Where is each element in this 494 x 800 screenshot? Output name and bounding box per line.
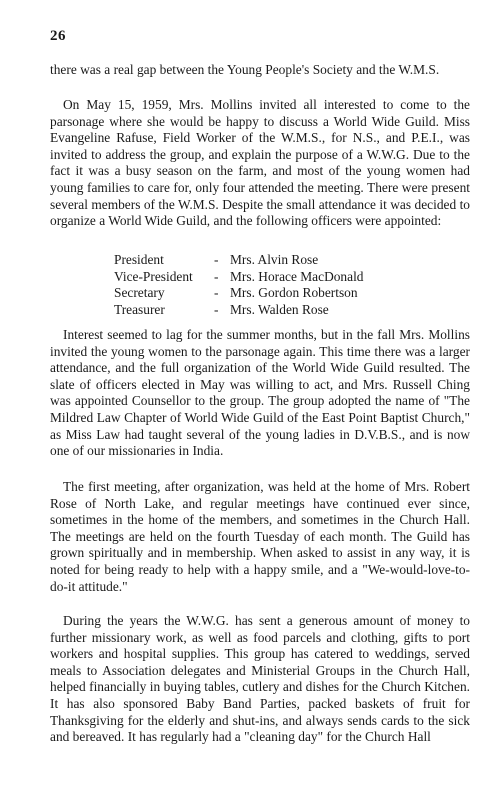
paragraph-activities [50, 613, 470, 746]
officer-name: Mrs. Alvin Rose [230, 252, 319, 267]
paragraph-text: During the years the W.W.G. has sent a generous amount of money to further missionary work, as well as food parcels and clothing, gifts to port workers and hospital supplies. This group has catered to weddings, served meals to Association delegates and Ministerial Groups in the Church Hall, helped financially in buying tables, cutlery and dishes for the Church Kitchen. It has also sponsored Baby Band Parties, packed baskets of fruit for Thanksgiving for the elderly and shut-ins, and always sends cards to the sick and bereaved. It has regularly had a "cleaning day" for the Church Hall [50, 613, 470, 745]
paragraph-guild-founding [50, 97, 470, 230]
paragraph-text: On May 15, 1959, Mrs. Mollins invited all interested to come to the parsonage where she would be happy to discuss a World Wide Guild. Miss Evangeline Rafuse, Field Worker of the W.M.S., for N.S., and P.E.I., was invited to address the group, and explain the purpose of a W.W.G. Due to the fact it was a busy season on the farm, and most of the young women had young families to care for, only four attended the meeting. There were present several members of the W.M.S. Despite the small attendance it was decided to organize a World Wide Guild, and the following officers were appointed: [50, 97, 470, 229]
officer-dash: - [214, 252, 219, 267]
officer-role: President [114, 252, 164, 267]
officer-row [114, 285, 364, 302]
officer-row [114, 269, 364, 286]
officer-row [114, 252, 364, 269]
officer-dash: - [214, 285, 219, 301]
officers-list [114, 252, 364, 318]
paragraph-first-meeting [50, 479, 470, 595]
officer-dash: - [214, 301, 219, 317]
page-number: 26 [50, 28, 66, 44]
paragraph-text: Interest seemed to lag for the summer months, but in the fall Mrs. Mollins invited the young women to the parsonage again. This time there was a larger attendance, and the full organization of the World Wide Guild resulted. The slate of officers elected in May was willing to act, and Mrs. Russell Ching was appointed Counsellor to the group. The group adopted the name of "The Mildred Law Chapter of World Wide Guild of the East Point Baptist Church," as Miss Law had taught several of the young ladies in D.V.B.S., and is now one of our missionaries in India. [50, 327, 470, 459]
officer-row [114, 302, 364, 319]
officer-dash: - [214, 268, 219, 284]
officer-name: Mrs. Gordon Robertson [230, 285, 358, 301]
paragraph-text: The first meeting, after organization, was held at the home of Mrs. Robert Rose of North Lake, and regular meetings have continued ever since, sometimes in the home of the members, and sometimes in the Church Hall. The meetings are held on the fourth Tuesday of each month. The Guild has grown spiritually and in membership. When asked to assist in any way, it is noted for being ready to help with a happy smile, and a "We-would-love-to-do-it attitude." [50, 479, 470, 594]
officer-name: Mrs. Horace MacDonald [230, 268, 364, 284]
officer-name: Mrs. Walden Rose [230, 301, 329, 317]
officer-role: Vice-President [114, 268, 193, 284]
officer-role: Secretary [114, 285, 165, 301]
officer-role: Treasurer [114, 301, 165, 317]
paragraph-organization [50, 327, 470, 460]
paragraph-continuation: there was a real gap between the Young People's Society and the W.M.S. [50, 62, 440, 77]
